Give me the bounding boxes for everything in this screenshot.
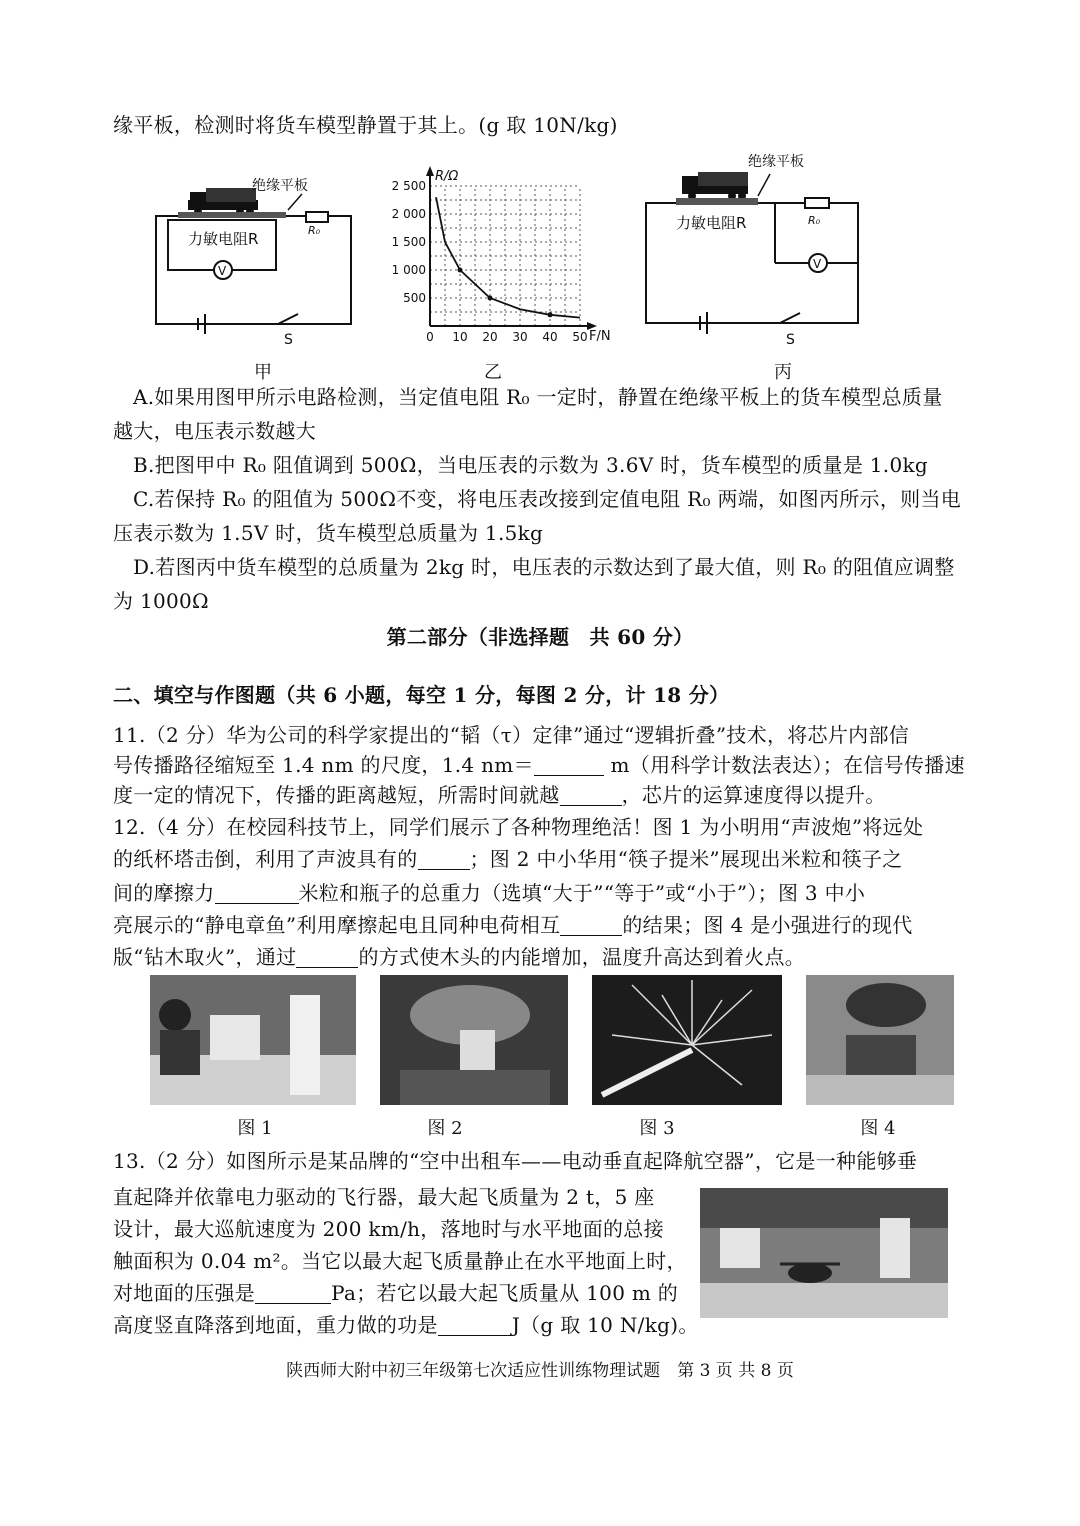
option-c-line1: C.若保持 R₀ 的阻值为 500Ω不变，将电压表改接到定值电阻 R₀ 两端，如图丙所示，则当电 [133,487,962,511]
q13-blank-2[interactable] [438,1313,512,1336]
bing-voltmeter: V [813,257,822,271]
x-tick-label: 40 [542,330,558,344]
figure-1-photo [150,975,356,1105]
q13-line6: 高度竖直降落到地面，重力做的功是 J（g 取 10 N/kg)。 [113,1313,699,1337]
q13-line4: 触面积为 0.04 m²。当它以最大起飞质量静止在水平地面上时， [113,1249,687,1273]
x-tick-label: 10 [452,330,468,344]
q13-line5: 对地面的压强是 Pa；若它以最大起飞质量从 100 m 的 [113,1281,679,1305]
jia-resistor-label: 力敏电阻R [188,230,259,248]
data-point [548,312,553,317]
figure-4-caption: 图 4 [860,1118,896,1139]
intro-line: 缘平板，检测时将货车模型静置于其上。(g 取 10N/kg) [113,113,618,137]
figure-2-photo [380,975,568,1105]
y-tick-label: 2 000 [391,207,426,221]
y-tick-label: 1 500 [391,235,426,249]
q11-blank-2[interactable] [560,783,622,806]
q12-blank-1[interactable] [418,847,470,870]
air-taxi-photo [700,1188,948,1318]
option-a-line1: A.如果用图甲所示电路检测，当定值电阻 R₀ 一定时，静置在绝缘平板上的货车模型总质量 [133,385,943,409]
circuit-bing-diagram [640,148,870,348]
section2-title: 二、填空与作图题（共 6 小题，每空 1 分，每图 2 分，计 18 分） [113,683,730,707]
graph-y-label: R/Ω [435,169,459,184]
option-d-line2: 为 1000Ω [113,589,209,613]
q12-line2: 的纸杯塔击倒，利用了声波具有的 ；图 2 中小华用“筷子提米”展现出米粒和筷子之 [113,847,903,871]
figure-2-caption: 图 2 [427,1118,463,1139]
bing-switch-label: S [786,332,795,348]
y-tick-label: 500 [403,291,426,305]
y-tick-label: 1 000 [391,263,426,277]
bing-plate-label: 绝缘平板 [748,154,804,170]
q11-blank-1[interactable] [534,753,604,776]
graph-x-label: F/N [589,329,611,344]
q13-line2: 直起降并依靠电力驱动的飞行器，最大起飞质量为 2 t，5 座 [113,1185,655,1209]
figure-3-caption: 图 3 [639,1118,675,1139]
bing-resistor-label: 力敏电阻R [676,214,747,232]
r-f-curve [436,197,580,317]
page-footer: 陕西师大附中初三年级第七次适应性训练物理试题 第 3 页 共 8 页 [286,1361,794,1381]
option-d-line1: D.若图丙中货车模型的总质量为 2kg 时，电压表的示数达到了最大值，则 R₀ 的阻值应调整 [133,555,955,579]
q12-line4: 亮展示的“静电章鱼”利用摩擦起电且同种电荷相互 的结果；图 4 是小强进行的现代 [113,913,913,937]
option-a-line2: 越大，电压表示数越大 [113,419,316,443]
q12-blank-4[interactable] [296,945,358,968]
caption-yi: 乙 [484,362,502,383]
jia-voltmeter: V [218,264,227,278]
q11-line1: 11.（2 分）华为公司的科学家提出的“韬（τ）定律”通过“逻辑折叠”技术，将芯片内部信 [113,723,910,747]
graph-yi [385,164,625,349]
q12-line1: 12.（4 分）在校园科技节上，同学们展示了各种物理绝活！图 1 为小明用“声波炮”将远处 [113,815,924,839]
q12-blank-2[interactable] [215,881,299,904]
bing-r0-label: R₀ [808,214,821,227]
option-c-line2: 压表示数为 1.5V 时，货车模型总质量为 1.5kg [113,521,544,545]
part2-title: 第二部分（非选择题 共 60 分） [386,625,694,649]
q13-line1: 13.（2 分）如图所示是某品牌的“空中出租车——电动垂直起降航空器”，它是一种能够垂 [113,1149,918,1173]
jia-r0-label: R₀ [308,224,321,237]
y-tick-label: 2 500 [391,179,426,193]
x-tick-label: 50 [572,330,588,344]
data-point [488,296,493,301]
q12-line3: 间的摩擦力 米粒和瓶子的总重力（选填“大于”“等于”或“小于”）；图 3 中小 [113,881,866,905]
circuit-jia-diagram [148,168,363,348]
q13-line3: 设计，最大巡航速度为 200 km/h，落地时与水平地面的总接 [113,1217,664,1241]
data-point [458,268,463,273]
x-tick-label: 30 [512,330,528,344]
q12-blank-3[interactable] [560,913,622,936]
option-b-line1: B.把图甲中 R₀ 阻值调到 500Ω，当电压表的示数为 3.6V 时，货车模型的质量是 1.0kg [133,453,929,477]
figure-4-photo [806,975,954,1105]
jia-switch-label: S [284,332,293,348]
jia-plate-label: 绝缘平板 [252,178,308,194]
q11-line2: 号传播路径缩短至 1.4 nm 的尺度，1.4 nm＝ m（用科学计数法表达）；在信号传播速 [113,753,965,777]
caption-jia: 甲 [254,362,272,383]
q11-line3: 度一定的情况下，传播的距离越短，所需时间就越 ，芯片的运算速度得以提升。 [113,783,886,807]
x-tick-label: 0 [426,330,434,344]
figure-3-photo [592,975,782,1105]
figure-1-caption: 图 1 [237,1118,273,1139]
q13-blank-1[interactable] [255,1281,331,1304]
caption-bing: 丙 [774,362,792,383]
q12-line5: 版“钻木取火”，通过 的方式使木头的内能增加，温度升高达到着火点。 [113,945,806,969]
x-tick-label: 20 [482,330,498,344]
